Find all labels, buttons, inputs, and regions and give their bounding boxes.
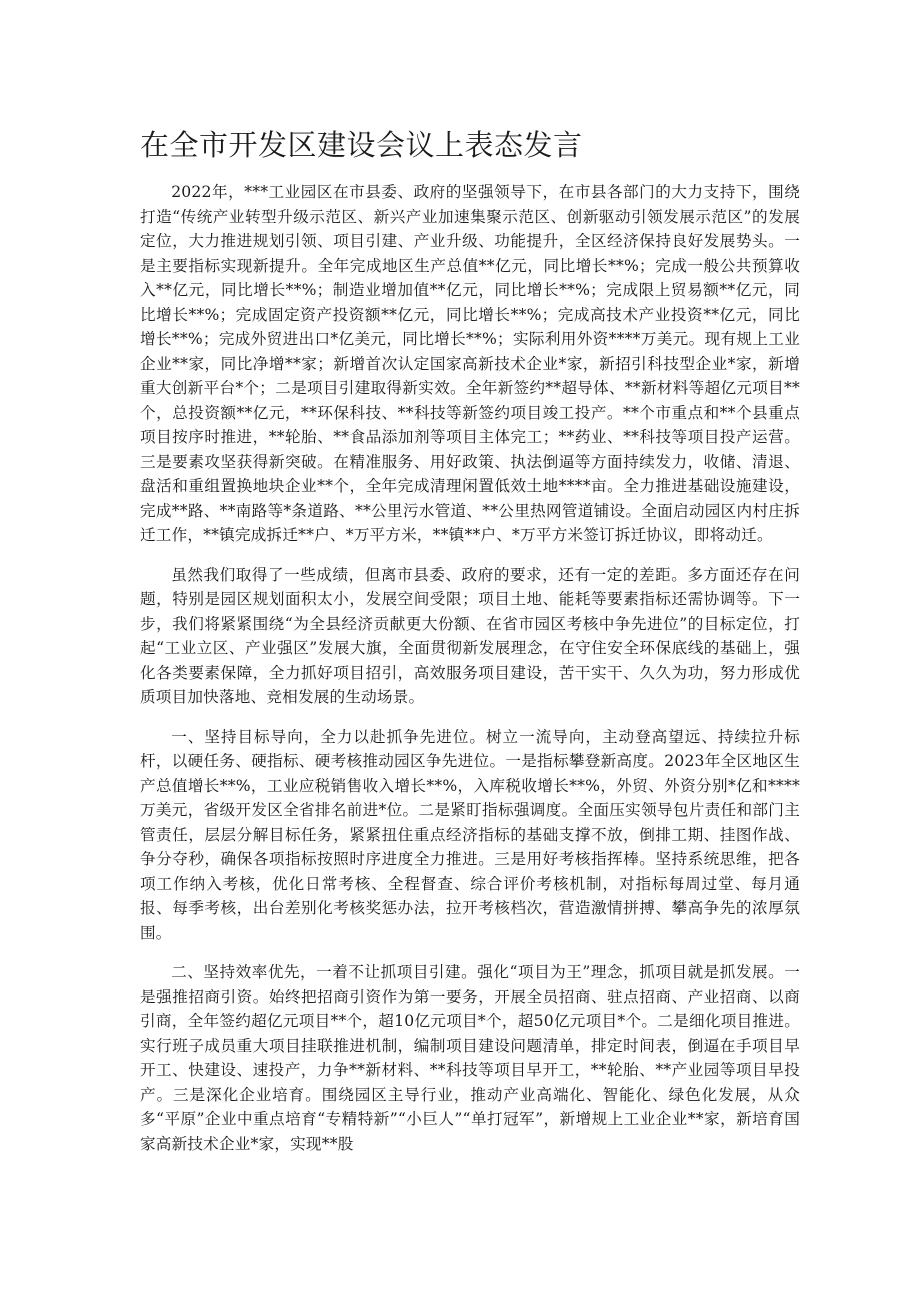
paragraph-goal-orientation: 一、坚持目标导向，全力以赴抓争先进位。树立一流导向，主动登高望远、持续拉升标杆，以硬任务、硬指标、硬考核推动园区争先进位。一是指标攀登新高度。2023年全区地区生产总值增长**%，工业应税销售收入增长**%，入库税收增长**%，外贸、外资分别*亿和****万美元，省级开发区全省排名前进*位。二是紧盯指标强调度。全面压实领导包片责任和部门主管责任，层层分解目标任务，紧紧扭住重点经济指标的基础支撑不放，倒排工期、挂图作战、争分夺秒，确保各项指标按照时序进度全力推进。三是用好考核指挥棒。坚持系统思维，把各项工作纳入考核，优化日常考核、全程督查、综合评价考核机制，对指标每周过堂、每月通报、每季考核，出台差别化考核奖惩办法，拉开考核档次，营造激情拼搏、攀高争先的浓厚氛围。 bbox=[140, 727, 800, 942]
paragraph-achievements: 2022年，***工业园区在市县委、政府的坚强领导下，在市县各部门的大力支持下，围绕打造“传统产业转型升级示范区、新兴产业加速集聚示范区、创新驱动引领发展示范区”的发展定位，大力推进规划引领、项目引建、产业升级、功能提升，全区经济保持良好发展势头。一是主要指标实现新提升。全年完成地区生产总值**亿元，同比增长**%；完成一般公共预算收入**亿元，同比增长**%；制造业增加值**亿元，同比增长**%；完成限上贸易额**亿元，同比增长**%；完成固定资产投资额**亿元，同比增长**%；完成高技术产业投资**亿元，同比增长**%；完成外贸进出口*亿美元，同比增长**%；实际利用外资****万美元。现有规上工业企业**家，同比净增**家；新增首次认定国家高新技术企业*家，新招引科技型企业*家，新增重大创新平台*个；二是项目引建取得新实效。全年新签约**超导体、**新材料等超亿元项目**个，总投资额**亿元，**环保科技、**科技等新签约项目竣工投产。**个市重点和**个县重点项目按序时推进，**轮胎、**食品添加剂等项目主体完工；**药业、**科技等项目投产运营。三是要素攻坚获得新突破。在精准服务、用好政策、执法倒逼等方面持续发力，收储、清退、盘活和重组置换地块企业**个，全年完成清理闲置低效土地****亩。全力推进基础设施建设，完成**路、**南路等*条道路、**公里污水管道、**公里热网管道铺设。全面启动园区内村庄拆迁工作，**镇完成拆迁**户、*万平方米，**镇**户、*万平方米签订拆迁协议，即将动迁。 bbox=[140, 183, 800, 544]
document-body bbox=[140, 180, 800, 1171]
document-title: 在全市开发区建设会议上表态发言 bbox=[140, 128, 583, 162]
paragraph-efficiency-priority: 二、坚持效率优先，一着不让抓项目引建。强化“项目为王”理念，抓项目就是抓发展。一是强推招商引资。始终把招商引资作为第一要务，开展全员招商、驻点招商、产业招商、以商引商，全年签约超亿元项目**个，超10亿元项目*个，超50亿元项目*个。二是细化项目推进。实行班子成员重大项目挂联推进机制，编制项目建设问题清单，排定时间表，倒逼在手项目早开工、快建设、速投产，力争**新材料、**科技等项目早开工，**轮胎、**产业园等项目早投产。三是深化企业培育。围绕园区主导行业，推动产业高端化、智能化、绿色化发展，从众多“平原”企业中重点培育“专精特新”“小巨人”“单打冠军”，新增规上工业企业**家，新培育国家高新技术企业*家，实现**股 bbox=[140, 963, 800, 1153]
paragraph-next-steps: 虽然我们取得了一些成绩，但离市县委、政府的要求，还有一定的差距。多方面还存在问题，特别是园区规划面积太小，发展空间受限；项目土地、能耗等要素指标还需协调等。下一步，我们将紧紧围绕“为全县经济贡献更大份额、在省市园区考核中争先进位”的目标定位，打起“工业立区、产业强区”发展大旗，全面贯彻新发展理念，在守住安全环保底线的基础上，强化各类要素保障，全力抓好项目招引，高效服务项目建设，苦干实干、久久为功，努力形成优质项目加快落地、竞相发展的生动场景。 bbox=[140, 565, 800, 706]
